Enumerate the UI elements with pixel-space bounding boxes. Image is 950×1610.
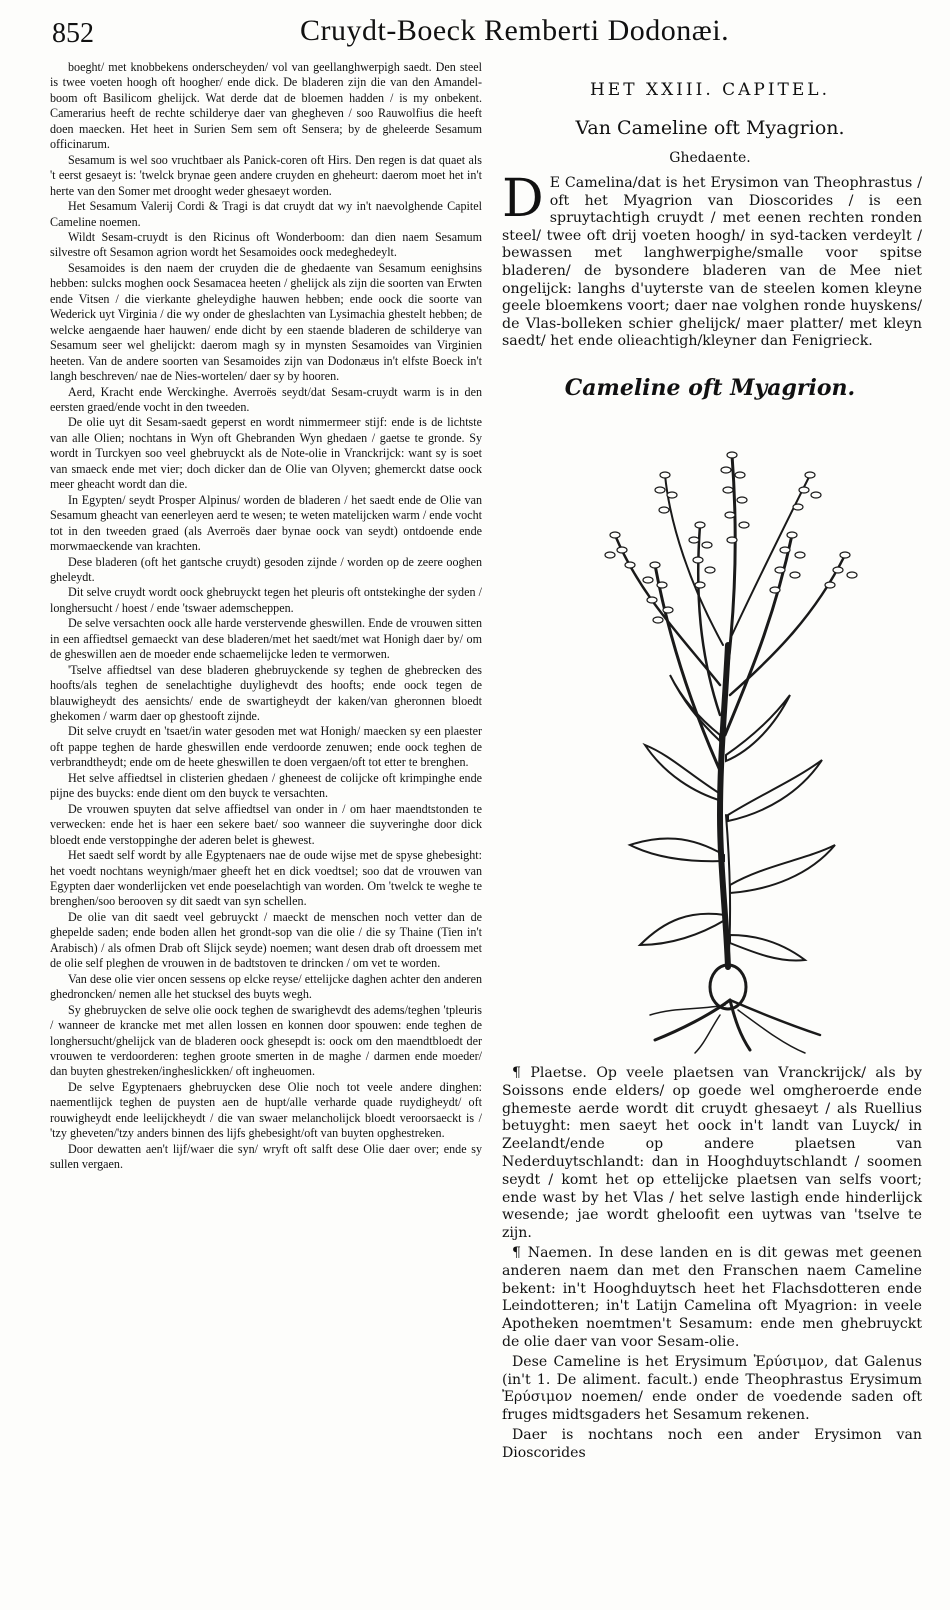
paragraph: De selve versachten oock alle harde verstervende gheswillen. Ende de vrouwen sitten in een affiedtsel gemaeckt van dese bladeren/met het saedt/met wat Honigh daer by/ om de gheswillen aen de moeder ende schaemelijcke leden te vermorwen. xyxy=(50,616,482,662)
paragraph: De vrouwen spuyten dat selve affiedtsel van onder in / om haer maendtstonden te verwecken: ende het is haer een sekere baet/ soo wanneer die suyveringhe door dick bloedt ende verstoppinghe der aderen belet is ghewest. xyxy=(50,801,482,847)
paragraph: De olie uyt dit Sesam-saedt geperst en wordt nimmermeer stijf: ende is de lichtste van alle Olien; nochtans in Wyn oft Ghebranden Wyn ghedaen / gaetse te gronde. Sy wordt in Turckyen soo veel ghebruyckt als de Note-olie in Vranckrijck: want sy is soet van smaeck ende met vier; doch dicker dan de Olie van Olyven; ghemerckt datse oock meer gheacht wordt dan die. xyxy=(50,415,482,492)
paragraph: Het Sesamum Valerij Cordi & Tragi is dat cruydt dat wy in't naevolghende Capitel Cameline noemen. xyxy=(50,199,482,229)
paragraph: ¶ Naemen. In dese landen en is dit gewas met geenen anderen naem dan met den Franschen naem Cameline bekent: in't Hooghduytsch heet het Flachsdotteren ende Leindotteren; in't Latijn Camelina oft Myagrion: in veele Apotheken noemtmen't Sesamum: ende men ghebruyckt de olie daer van voor Sesam-olie. xyxy=(502,1244,922,1350)
chapter-heading: HET XXIII. CAPITEL. xyxy=(589,80,830,100)
drop-cap: D xyxy=(502,169,544,229)
paragraph: Sesamum is wel soo vruchtbaer als Panick-coren oft Hirs. Den regen is dat quaet als 't eerst gesaeyt is: 'twelck brynae geen andere cruyden en gheheurt: daerom moet het in't herte van den Somer met drooght weder ghesaeyt worden. xyxy=(50,152,482,198)
paragraph: ¶ Plaetse. Op veele plaetsen van Vranckrijck/ als by Soissons ende elders/ op goede wel omgheroerde ende ghemeste aerde wordt dit cruydt ghesaeyt / als Ruellius betuyght: men saeyt het oock in't landt van Luyck/ in Zeelandt/ende op andere plaetsen van Nederduytschlandt: dan in Hooghduytschlandt / soomen seydt / komt het op ettelijcke plaetsen van selfs voort; ende wast by het Vlas / het selve lastigh ende hinderlijck wesende; jae wordt gheloofit een uytwas van 'tselve te zijn. xyxy=(502,1065,922,1242)
running-title: Cruydt-Boeck Remberti Dodonæi. xyxy=(300,14,730,47)
paragraph: Daer is nochtans noch een ander Erysimon van Dioscorides xyxy=(502,1426,922,1461)
section-subhead: Ghedaente. xyxy=(669,150,751,166)
paragraph: boeght/ met knobbekens onderscheyden/ vol van geellanghwerpigh saedt. Den steel is twee voeten hoogh oft hoogher/ ende dick. De bladeren zijn die van den Amandel-boom oft Basilicom ghelijck. Wat derde dat de bloemen hadden / is my onbekent. Camerarius heeft de rechte schilderye daer van ghegheven / soo Rauwolfius die heeft doen maecken. Het heet in Surien Sem sem oft Sensera; by de gheleerde Sesamum officinarum. xyxy=(50,60,482,152)
paragraph: Aerd, Kracht ende Werckinghe. Averroës seydt/dat Sesam-cruydt warm is in den eersten graed/ende vocht in den tweeden. xyxy=(50,384,482,414)
paragraph: Dit selve cruydt en 'tsaet/in water gesoden met wat Honigh/ maecken sy een plaester oft pappe teghen de harde gheswillen ende verdoorde zenuwen; ende oock teghen de verbrandtheydt; ende om de heete gheswillen te doen vergaen/oft tot etter te brenghen. xyxy=(50,724,482,770)
chapter-title: Van Cameline oft Myagrion. xyxy=(575,117,845,139)
paragraph: Dit selve cruydt wordt oock ghebruyckt tegen het pleuris oft ontstekinghe der syden / longhersucht / hoest / ende 'tswaer ademscheppen. xyxy=(50,585,482,615)
page-number: 852 xyxy=(52,18,94,49)
paragraph: Wildt Sesam-cruydt is den Ricinus oft Wonderboom: dan dien naem Sesamum silvestre oft Sesamon agrion wordt het Sesamoides oock medeghedeylt. xyxy=(50,229,482,260)
figure-title: Cameline oft Myagrion. xyxy=(564,375,856,401)
plant-woodcut-illustration xyxy=(560,415,900,1055)
paragraph: Door dewatten aen't lijf/waer die syn/ wryft oft salft dese Olie daer over; ende sy sullen vergaen. xyxy=(50,1141,482,1172)
paragraph: 'Tselve affiedtsel van dese bladeren ghebruyckende sy teghen de ghebrecken des hoofts/als teghen de senelachtighe duylighevdt des hoofts; ende oock tegen de blauwigheydt des aensichts/ ende de swartigheydt der kaken/van gheronnen bloedt ghekomen / warm daer op ghestooft zijnde. xyxy=(50,662,482,724)
paragraph: De selve Egyptenaers ghebruycken dese Olie noch tot veele andere dinghen: naementlijck teghen de puysten aen de hupt/alle verharde quade ruydigheydt/ oft rouwigheydt ende leelijckheydt / die van swaer melancholijck bloedt veroorsaeckt is / 'tzy gheveten/'tzy anders binnen des lijfs ghebesight/oft van buyten opghestreken. xyxy=(50,1079,482,1141)
intro-text: E Camelina/dat is het Erysimon van Theophrastus / oft het Myagrion van Dioscorides / is een spruytachtigh cruydt / met eenen rechten ronden steel/ twee oft drij voeten hoogh/ in syd-tacken verdeylt / bewassen met langhwerpighe/smalle voor spitse bladeren/ de bysondere bladeren van de Mee niet ongelijck: langhs d'uyterste van de steelen komen kleyne geele bloemkens voort; daer nae volghen ronde huyskens/ de Vlas-bolleken schier ghelijck/ maer platter/ met kleyn saedt/ het ende olieachtigh/kleyner dan Fenigrieck. xyxy=(502,175,922,350)
paragraph: De olie van dit saedt veel gebruyckt / maeckt de menschen noch vetter dan de ghepelde saden; ende boden allen het grondt-sop van die olie / die sy Thaine (Tien in't Arabisch) / als ofmen Drab oft Slijck seyde) noemen; want desen drab oft droessem met de olie self pleghen de vrouwen in de badtstoven te drincken / om vet te worden. xyxy=(50,909,482,971)
paragraph: Dese bladeren (oft het gantsche cruydt) gesoden zijnde / worden op de zeere ooghen gheleydt. xyxy=(50,554,482,584)
paragraph: In Egypten/ seydt Prosper Alpinus/ worden de bladeren / het saedt ende de Olie van Sesamum gheacht van eenerleyen aerd te wesen; te weten matelijcken warm / ende vocht tot in den tweeden graed (als Averroës daer bynae oock van seydt) ontdoende ende morwmaeckende van krachten. xyxy=(50,492,482,554)
paragraph: Dese Cameline is het Erysimum Ἐρύσιμον, dat Galenus (in't 1. De aliment. facult.) ende Theophrastus Erysimum Ἐρύσιμον noemen/ ende onder de voedende saden oft fruges midtsgaders het Sesamum rekenen. xyxy=(502,1353,922,1424)
paragraph: Het selve affiedtsel in clisterien ghedaen / gheneest de colijcke oft krimpinghe ende pijne des buycks: ende dient om den buyck te versachten. xyxy=(50,770,482,801)
paragraph: Sesamoides is den naem der cruyden die de ghedaente van Sesamum eenighsins hebben: sulcks moghen oock Sesamacea heeten / ghelijck als zijn die soorten van Erwten ende Vitsen / die vierkante gheleydighe hauwen hebben; ende oock die soorte van Wederick uyt Virginia / die wy onder de gheslachten van Lysimachia ghestelt hebben; de welcke aengaende haer hauwen/ ende dicht by een staende bladeren de schilderye van Sesamum seer wel ghelijckt: daerom magh sy in mynsten Sesamoides van Virginien heeten. Van de andere soorten van Sesamoides zijn van Dodonæus in't elfste Boeck in't langh beschreven/ nae de Nies-wortelen/ daer sy by hooren. xyxy=(50,260,482,384)
intro-paragraph xyxy=(502,169,922,351)
paragraph: Het saedt self wordt by alle Egyptenaers nae de oude wijse met de spyse ghebesight: het voedt nochtans weynigh/maer gheeft het en dick voedtsel; soo dat de vrouwen van Egypten daer wonderlijcken vet ende poeselachtigh van worden. Om 'twelck te weghe te brenghen/soo berooven sy dit saedt van syn schellen. xyxy=(50,848,482,909)
paragraph: Van dese olie vier oncen sessens op elcke reyse/ ettelijcke daghen achter den anderen ghedroncken/ nemen alle het stucksel des buyts wegh. xyxy=(50,971,482,1002)
left-column xyxy=(50,60,482,1173)
paragraph: Sy ghebruycken de selve olie oock teghen de swarighevdt des adems/teghen 'tpleuris / wanneer de krancke met met allen lossen en konnen door spouwen: ende teghen de longhersucht/ghelijck van de bladeren oock ghesepdt is: oock om den maendtbloedt der vrouwen te verdoorderen: teghen groote smerten in de maghe / darmen ende moeder/ dan buyten ghestreken/ingheslickken/ oft ingheuomen. xyxy=(50,1002,482,1079)
right-column-text xyxy=(502,1065,922,1465)
